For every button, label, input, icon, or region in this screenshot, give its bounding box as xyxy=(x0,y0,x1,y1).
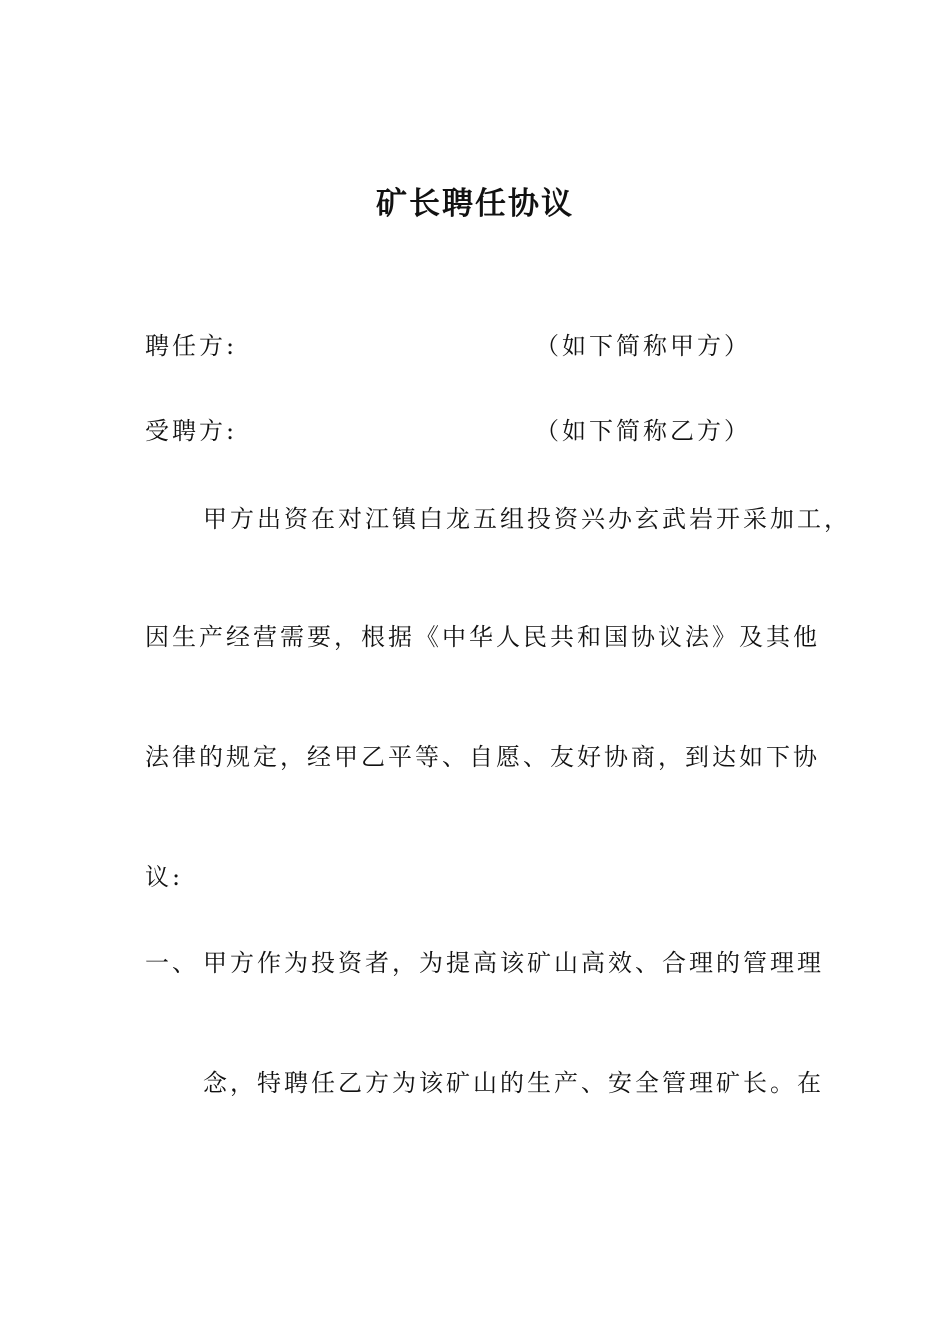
employee-label: 受聘方: xyxy=(145,417,238,445)
preamble-line: 议: xyxy=(145,863,184,891)
preamble-line: 法律的规定，经甲乙平等、自愿、友好协商，到达如下协 xyxy=(145,743,820,771)
employee-note: （如下简称乙方） xyxy=(535,417,751,445)
employer-note: （如下简称甲方） xyxy=(535,332,751,360)
preamble-line: 因生产经营需要，根据《中华人民共和国协议法》及其他 xyxy=(145,623,820,651)
clause-line: 念，特聘任乙方为该矿山的生产、安全管理矿长。在 xyxy=(203,1069,824,1097)
clause-line: 甲方作为投资者，为提高该矿山高效、合理的管理理 xyxy=(203,949,824,977)
preamble-line: 甲方出资在对江镇白龙五组投资兴办玄武岩开采加工， xyxy=(203,505,851,533)
clause-number: 一、 xyxy=(145,949,199,977)
employer-label: 聘任方: xyxy=(145,332,238,360)
document-title: 矿长聘任协议 xyxy=(376,186,574,222)
